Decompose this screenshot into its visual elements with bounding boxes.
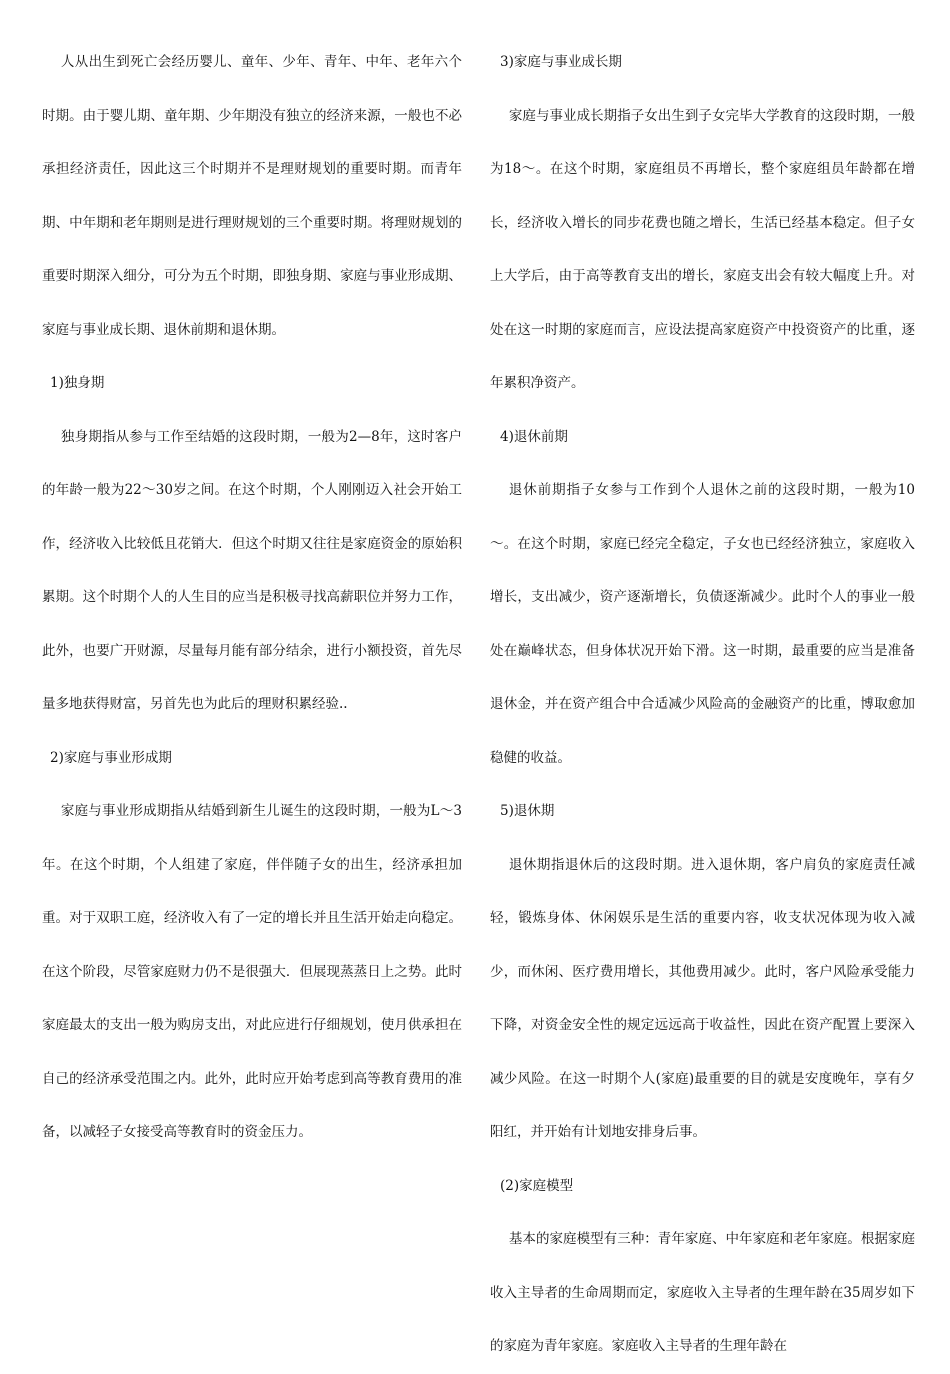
single-period-paragraph: 独身期指从参与工作至结婚的这段时期，一般为2—8年，这时客户的年龄一般为22～30岁之间。在这个时期，个人刚刚迈入社会开始工作，经济收入比较低且花销大．但这个时期又往往是家庭资金的原始积累期。这个时期个人的人生目的应当是积极寻找高薪职位并努力工作，此外，也要广开财源，尽量每月能有部分结余，进行小额投资，首先尽量多地获得财富，另首先也为此后的理财积累经验.. (42, 428, 462, 712)
family-model-paragraph: 基本的家庭模型有三种：青年家庭、中年家庭和老年家庭。根据家庭收入主导者的生命周期而定，家庭收入主导者的生理年龄在35周岁如下的家庭为青年家庭。家庭收入主导者的生理年龄在 (490, 1231, 915, 1354)
section-heading-single-period: 1)独身期 (50, 375, 105, 391)
section-heading-formation-period: 2)家庭与事业形成期 (50, 749, 172, 766)
section-heading-pre-retirement: 4)退休前期 (500, 428, 568, 445)
pre-retirement-paragraph: 退休前期指子女参与工作到个人退休之前的这段时期，一般为10～。在这个时期，家庭已经完全稳定，子女也已经经济独立，家庭收入增长，支出减少，资产逐渐增长，负债逐渐减少。此时个人的事业一般处在巅峰状态，但身体状况开始下滑。这一时期，最重要的应当是准备退休金，并在资产组合中合适减少风险高的金融资产的比重，博取愈加稳健的收益。 (490, 482, 915, 766)
section-heading-family-model: (2)家庭模型 (500, 1177, 574, 1194)
left-column (42, 36, 462, 1160)
section-heading-growth-period: 3)家庭与事业成长期 (500, 54, 622, 70)
right-column (490, 36, 915, 1374)
retirement-paragraph: 退休期指退休后的这段时期。进入退休期，客户肩负的家庭责任减轻，锻炼身体、休闲娱乐是生活的重要内容，收支状况体现为收入减少，而休闲、医疗费用增长，其他费用减少。此时，客户风险承受能力下降，对资金安全性的规定远远高于收益性，因此在资产配置上要深入减少风险。在这一时期个人(家庭)最重要的目的就是安度晚年，享有夕阳红，并开始有计划地安排身后事。 (490, 856, 915, 1140)
section-heading-retirement: 5)退休期 (500, 803, 555, 819)
formation-period-paragraph: 家庭与事业形成期指从结婚到新生儿诞生的这段时期，一般为L～3年。在这个时期，个人组建了家庭，伴伴随子女的出生，经济承担加重。对于双职工庭，经济收入有了一定的增长并且生活开始走向稳定。在这个阶段，尽管家庭财力仍不是很强大．但展现蒸蒸日上之势。此时家庭最太的支出一般为购房支出，对此应进行仔细规划，使月供承担在自己的经济承受范围之内。此外，此时应开始考虑到高等教育费用的准备，以减轻子女接受高等教育时的资金压力。 (42, 803, 462, 1140)
intro-paragraph: 人从出生到死亡会经历婴儿、童年、少年、青年、中年、老年六个时期。由于婴儿期、童年期、少年期没有独立的经济来源，一般也不必承担经济责任，因此这三个时期并不是理财规划的重要时期。而青年期、中年期和老年期则是进行理财规划的三个重要时期。将理财规划的重要时期深入细分，可分为五个时期，即独身期、家庭与事业形成期、家庭与事业成长期、退休前期和退休期。 (42, 54, 462, 338)
growth-period-paragraph: 家庭与事业成长期指子女出生到子女完毕大学教育的这段时期，一般为18～。在这个时期，家庭组员不再增长，整个家庭组员年龄都在增长，经济收入增长的同步花费也随之增长，生活已经基本稳定。但子女上大学后，由于高等教育支出的增长，家庭支出会有较大幅度上升。对处在这一时期的家庭而言，应设法提高家庭资产中投资资产的比重，逐年累积净资产。 (490, 107, 915, 391)
